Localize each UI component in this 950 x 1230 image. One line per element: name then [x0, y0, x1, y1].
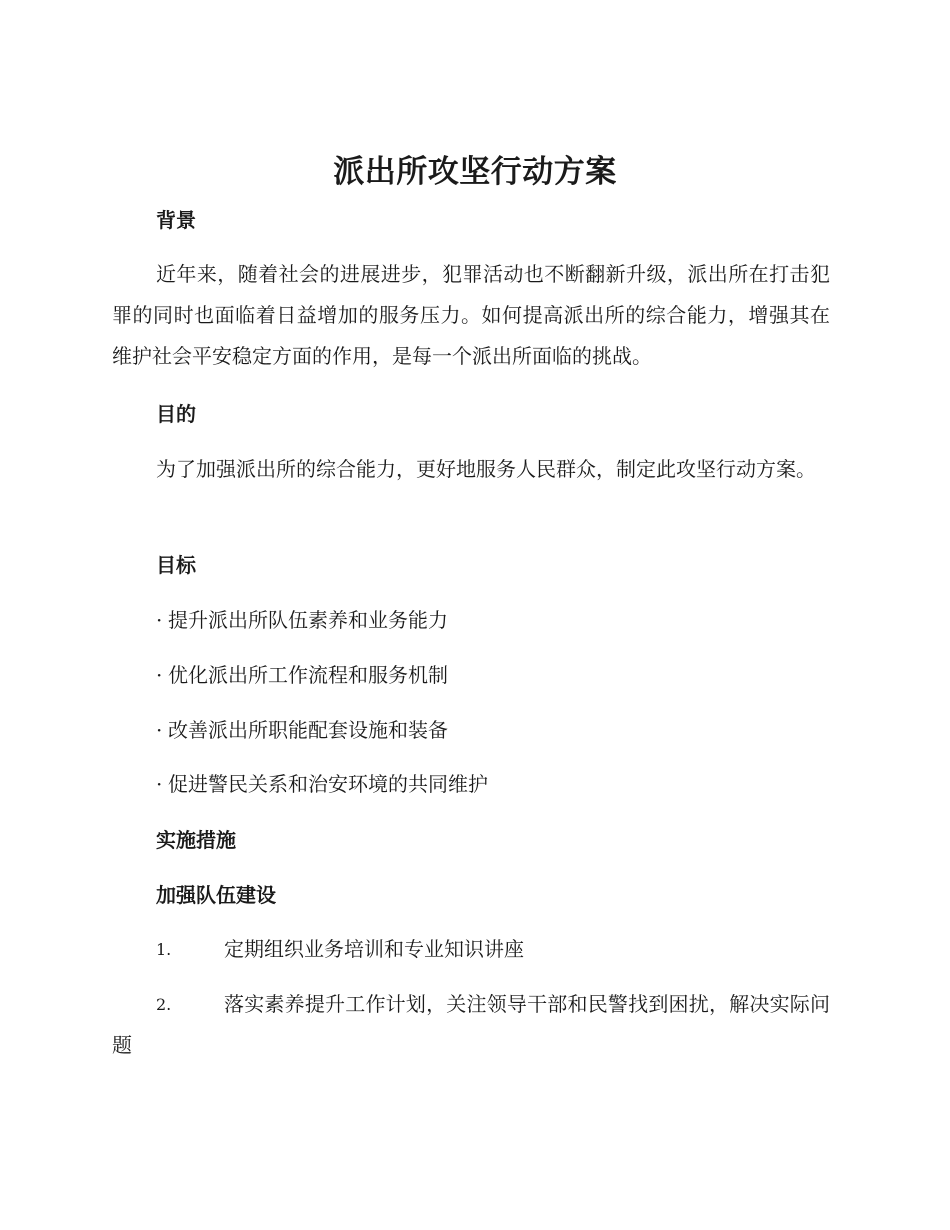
numbered-list-item: [112, 929, 830, 970]
section-heading-background: 背景: [156, 208, 196, 232]
list-item-text: 落实素养提升工作计划，关注领导干部和民警找到困扰，解决实际问题: [112, 992, 830, 1057]
section-heading-measures: 实施措施: [156, 828, 236, 852]
goal-list-item: [156, 606, 448, 634]
bullet-icon: ·: [156, 772, 163, 796]
goal-text: 促进警民关系和治安环境的共同维护: [168, 772, 488, 796]
goal-list-item: [156, 716, 448, 744]
goal-text: 提升派出所队伍素养和业务能力: [168, 608, 448, 632]
goal-text: 改善派出所职能配套设施和装备: [168, 718, 448, 742]
goal-list-item: [156, 770, 488, 798]
list-number: 1.: [156, 940, 172, 959]
page-title: 派出所攻坚行动方案: [333, 154, 617, 190]
subsection-heading-team: 加强队伍建设: [156, 883, 276, 907]
bullet-icon: ·: [156, 718, 163, 742]
goal-text: 优化派出所工作流程和服务机制: [168, 663, 448, 687]
bullet-icon: ·: [156, 663, 163, 687]
purpose-paragraph: 为了加强派出所的综合能力，更好地服务人民群众，制定此攻坚行动方案。: [156, 457, 816, 481]
list-item-text: 定期组织业务培训和专业知识讲座: [224, 937, 524, 961]
section-heading-purpose: 目的: [156, 402, 196, 426]
list-number: 2.: [156, 995, 172, 1014]
goal-list-item: [156, 661, 448, 689]
bullet-icon: ·: [156, 608, 163, 632]
background-paragraph: 近年来，随着社会的进展进步，犯罪活动也不断翻新升级，派出所在打击犯罪的同时也面临着日益增加的服务压力。如何提高派出所的综合能力，增强其在维护社会平安稳定方面的作用，是每一个派出所面临的挑战。: [112, 262, 830, 368]
numbered-list-item: [112, 984, 830, 1066]
section-heading-goals: 目标: [156, 553, 196, 577]
